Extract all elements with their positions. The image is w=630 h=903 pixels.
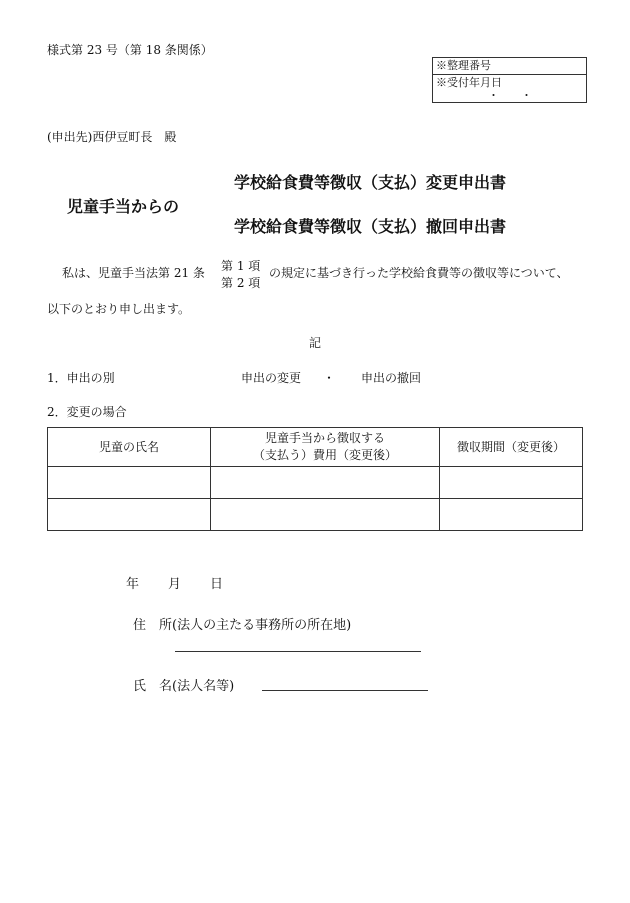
header-fee-line2: （支払う）費用（変更後） <box>252 448 397 462</box>
header-fee <box>211 428 440 467</box>
header-fee-line1: 児童手当から徴収する <box>264 431 385 445</box>
table-row <box>48 499 583 531</box>
name-label: 氏 名(法人名等) <box>133 679 235 694</box>
child-name-cell[interactable] <box>48 467 211 499</box>
addressee: (申出先)西伊豆町長 殿 <box>47 130 177 144</box>
address-label: 住 所(法人の主たる事務所の所在地) <box>133 618 352 633</box>
change-table <box>47 427 583 531</box>
title-change-request: 学校給食費等徴収（支払）変更申出書 <box>234 173 507 192</box>
clause-1: 第 1 項 <box>221 259 261 273</box>
name-underline[interactable] <box>262 690 428 691</box>
period-cell[interactable] <box>440 467 583 499</box>
child-name-cell[interactable] <box>48 499 211 531</box>
received-date-label: ※受付年月日 <box>436 76 502 89</box>
table-row <box>48 467 583 499</box>
title-left: 児童手当からの <box>67 197 180 216</box>
received-date-field <box>433 75 586 101</box>
title-withdraw-request: 学校給食費等徴収（支払）撤回申出書 <box>234 217 507 236</box>
item2-label: 2．変更の場合 <box>47 405 127 419</box>
header-child-name: 児童の氏名 <box>48 428 211 467</box>
table-header-row <box>48 428 583 467</box>
fee-cell[interactable] <box>211 499 440 531</box>
clause-2: 第 2 項 <box>221 276 261 290</box>
option-separator: ・ <box>323 371 336 385</box>
office-use-box <box>432 57 587 103</box>
item1-label: 1．申出の別 <box>47 371 115 385</box>
body-line-2: 以下のとおり申し出ます。 <box>47 302 191 316</box>
ki-heading: 記 <box>309 336 322 350</box>
date-line: 年 月 日 <box>126 577 225 592</box>
reference-number-field: ※整理番号 <box>433 58 586 75</box>
address-underline[interactable] <box>175 651 421 652</box>
period-cell[interactable] <box>440 499 583 531</box>
option-change[interactable]: 申出の変更 <box>241 371 302 385</box>
fee-cell[interactable] <box>211 467 440 499</box>
option-withdraw[interactable]: 申出の撤回 <box>361 371 422 385</box>
body-lead: 私は、児童手当法第 21 条 <box>62 266 205 280</box>
received-date-dots: ・ ・ <box>488 89 532 102</box>
form-number: 様式第 23 号（第 18 条関係） <box>47 43 213 57</box>
body-tail: の規定に基づき行った学校給食費等の徴収等について、 <box>269 266 569 280</box>
header-period: 徴収期間（変更後） <box>440 428 583 467</box>
